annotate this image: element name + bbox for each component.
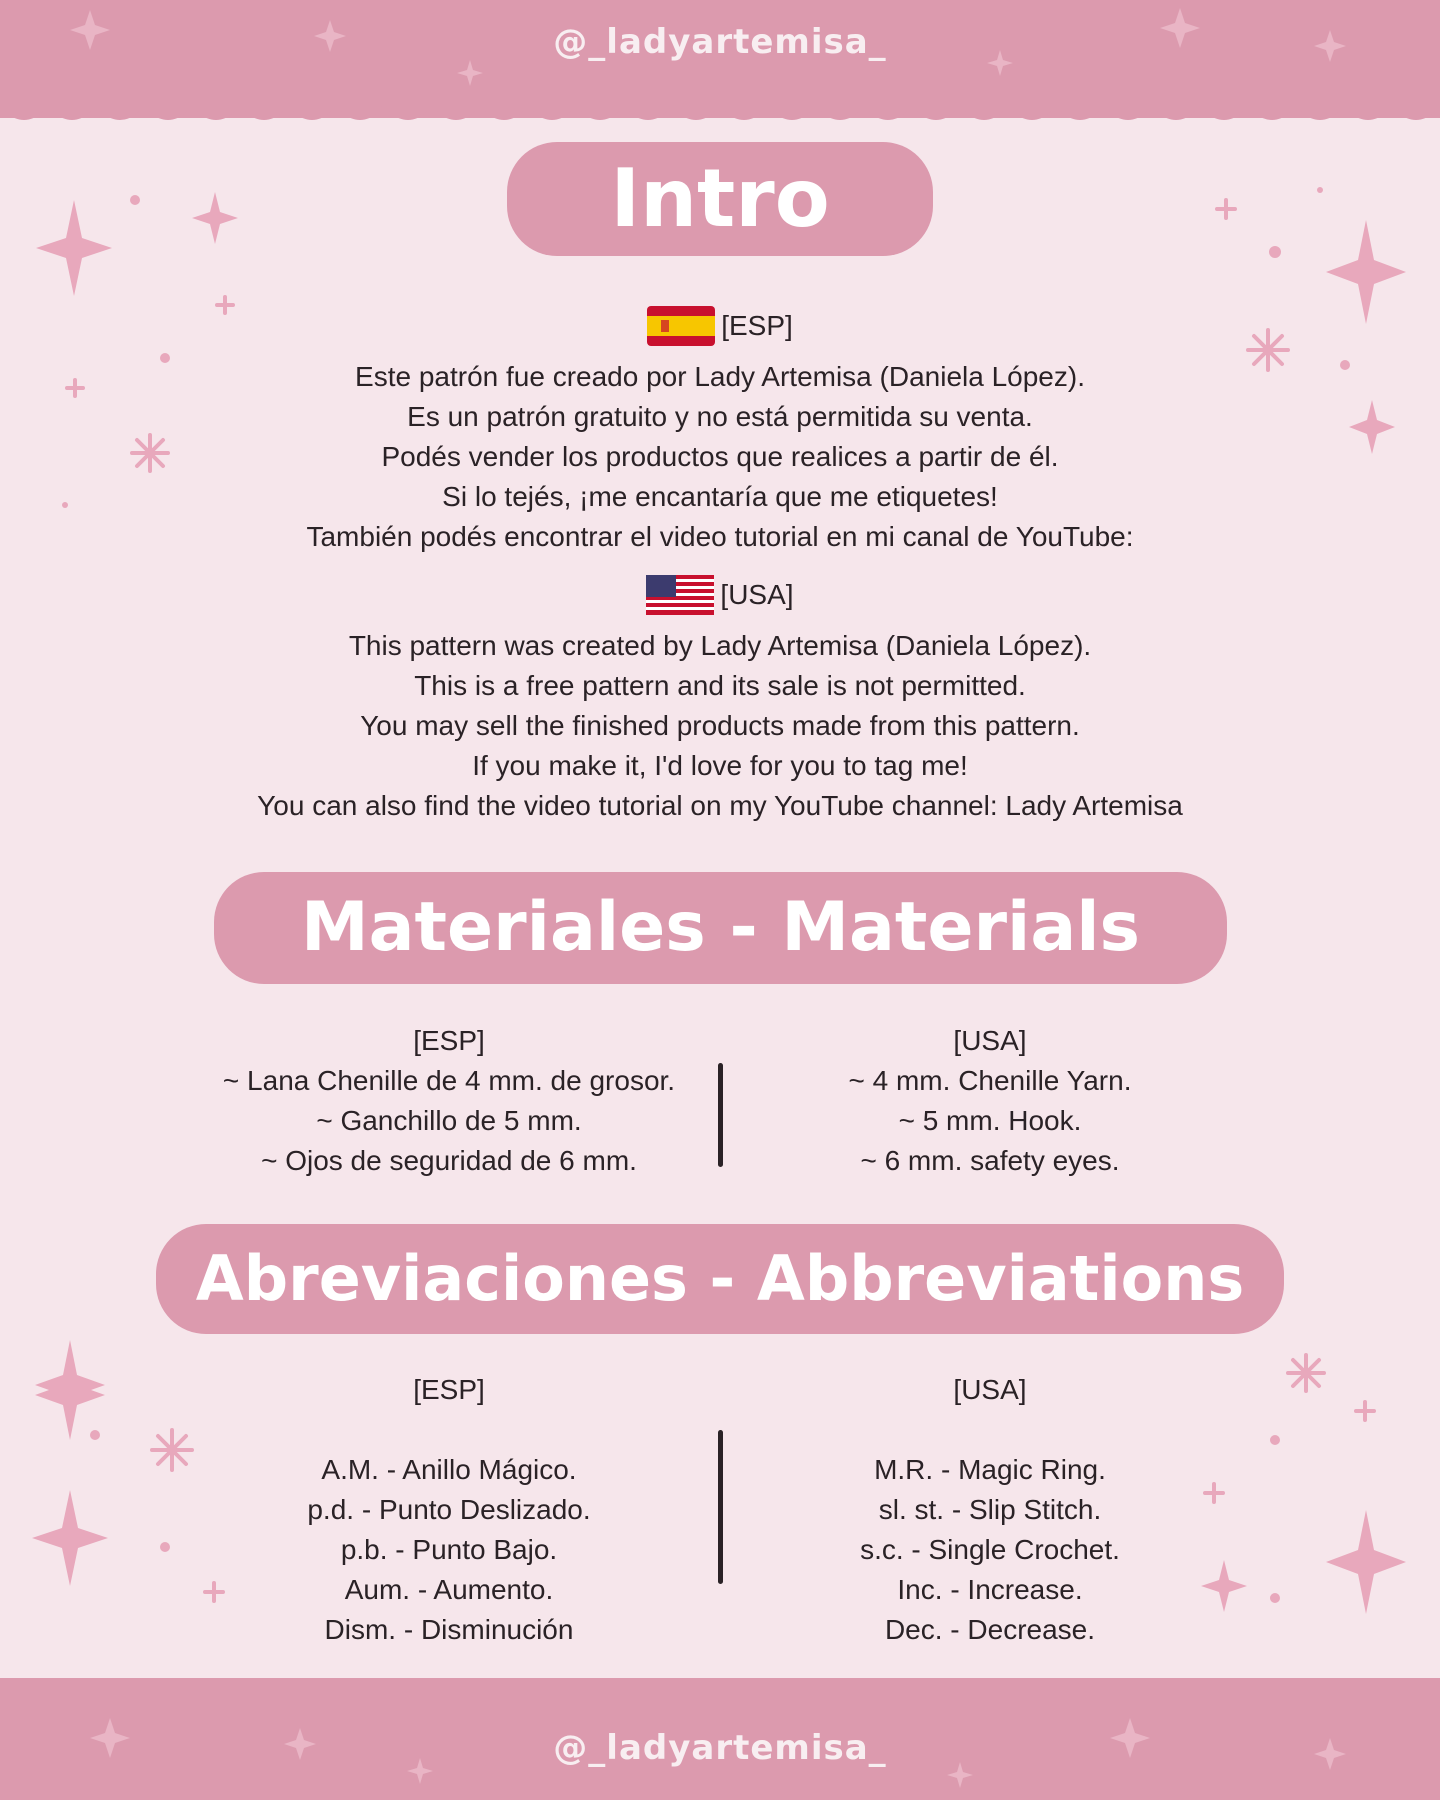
intro-esp-block — [0, 306, 1440, 557]
abbreviations-title: Abreviaciones - Abbreviations — [156, 1224, 1284, 1334]
intro-usa-line: You can also find the video tutorial on my YouTube channel: Lady Artemisa — [257, 790, 1183, 821]
abbreviations-esp-item: A.M. - Anillo Mágico. — [321, 1454, 577, 1485]
materials-esp-item: ~ Ojos de seguridad de 6 mm. — [261, 1145, 637, 1176]
materials-usa-column — [710, 1021, 1270, 1181]
materials-esp-item: ~ Lana Chenille de 4 mm. de grosor. — [222, 1065, 676, 1096]
handle-top: @_ladyartemisa_ — [553, 22, 887, 62]
materials-esp-label: [ESP] — [413, 1025, 485, 1056]
materials-usa-item: ~ 5 mm. Hook. — [898, 1105, 1082, 1136]
intro-esp-line: Podés vender los productos que realices a partir de él. — [381, 441, 1059, 472]
bottom-banner — [0, 1678, 1440, 1800]
intro-usa-line: You may sell the finished products made from this pattern. — [360, 710, 1080, 741]
intro-usa-line: If you make it, I'd love for you to tag me! — [472, 750, 968, 781]
handle-bottom: @_ladyartemisa_ — [553, 1728, 887, 1768]
intro-usa-line: This pattern was created by Lady Artemisa (Daniela López). — [348, 630, 1092, 661]
abbreviations-usa-item: M.R. - Magic Ring. — [874, 1454, 1106, 1485]
materials-usa-item: ~ 4 mm. Chenille Yarn. — [848, 1065, 1132, 1096]
intro-title: Intro — [507, 142, 933, 256]
materials-esp-item: ~ Ganchillo de 5 mm. — [316, 1105, 582, 1136]
intro-esp-line: Este patrón fue creado por Lady Artemisa (Daniela López). — [355, 361, 1085, 392]
intro-usa-line: This is a free pattern and its sale is not permitted. — [414, 670, 1026, 701]
usa-flag-icon — [646, 575, 714, 615]
abbreviations-usa-item: sl. st. - Slip Stitch. — [878, 1494, 1102, 1525]
abbreviations-esp-column — [169, 1370, 729, 1650]
materials-usa-item: ~ 6 mm. safety eyes. — [860, 1145, 1120, 1176]
materials-title: Materiales - Materials — [214, 872, 1227, 984]
intro-esp-label: [ESP] — [721, 310, 793, 341]
abbreviations-esp-item: p.b. - Punto Bajo. — [340, 1534, 558, 1565]
abbreviations-esp-item: p.d. - Punto Deslizado. — [307, 1494, 591, 1525]
intro-esp-line: También podés encontrar el video tutorial en mi canal de YouTube: — [306, 521, 1134, 552]
abbreviations-usa-item: Dec. - Decrease. — [884, 1614, 1096, 1645]
abbreviations-usa-item: s.c. - Single Crochet. — [860, 1534, 1120, 1565]
abbreviations-usa-column — [710, 1370, 1270, 1650]
abbreviations-esp-item: Aum. - Aumento. — [344, 1574, 554, 1605]
abbreviations-usa-label: [USA] — [953, 1374, 1027, 1405]
spain-flag-icon — [647, 306, 715, 346]
intro-esp-line: Si lo tejés, ¡me encantaría que me etiquetes! — [442, 481, 998, 512]
intro-usa-block — [0, 575, 1440, 826]
abbreviations-esp-label: [ESP] — [413, 1374, 485, 1405]
intro-esp-line: Es un patrón gratuito y no está permitida su venta. — [407, 401, 1033, 432]
intro-usa-label: [USA] — [720, 579, 794, 610]
abbreviations-usa-item: Inc. - Increase. — [897, 1574, 1083, 1605]
materials-esp-column — [169, 1021, 729, 1181]
abbreviations-esp-item: Dism. - Disminución — [324, 1614, 574, 1645]
materials-usa-label: [USA] — [953, 1025, 1027, 1056]
